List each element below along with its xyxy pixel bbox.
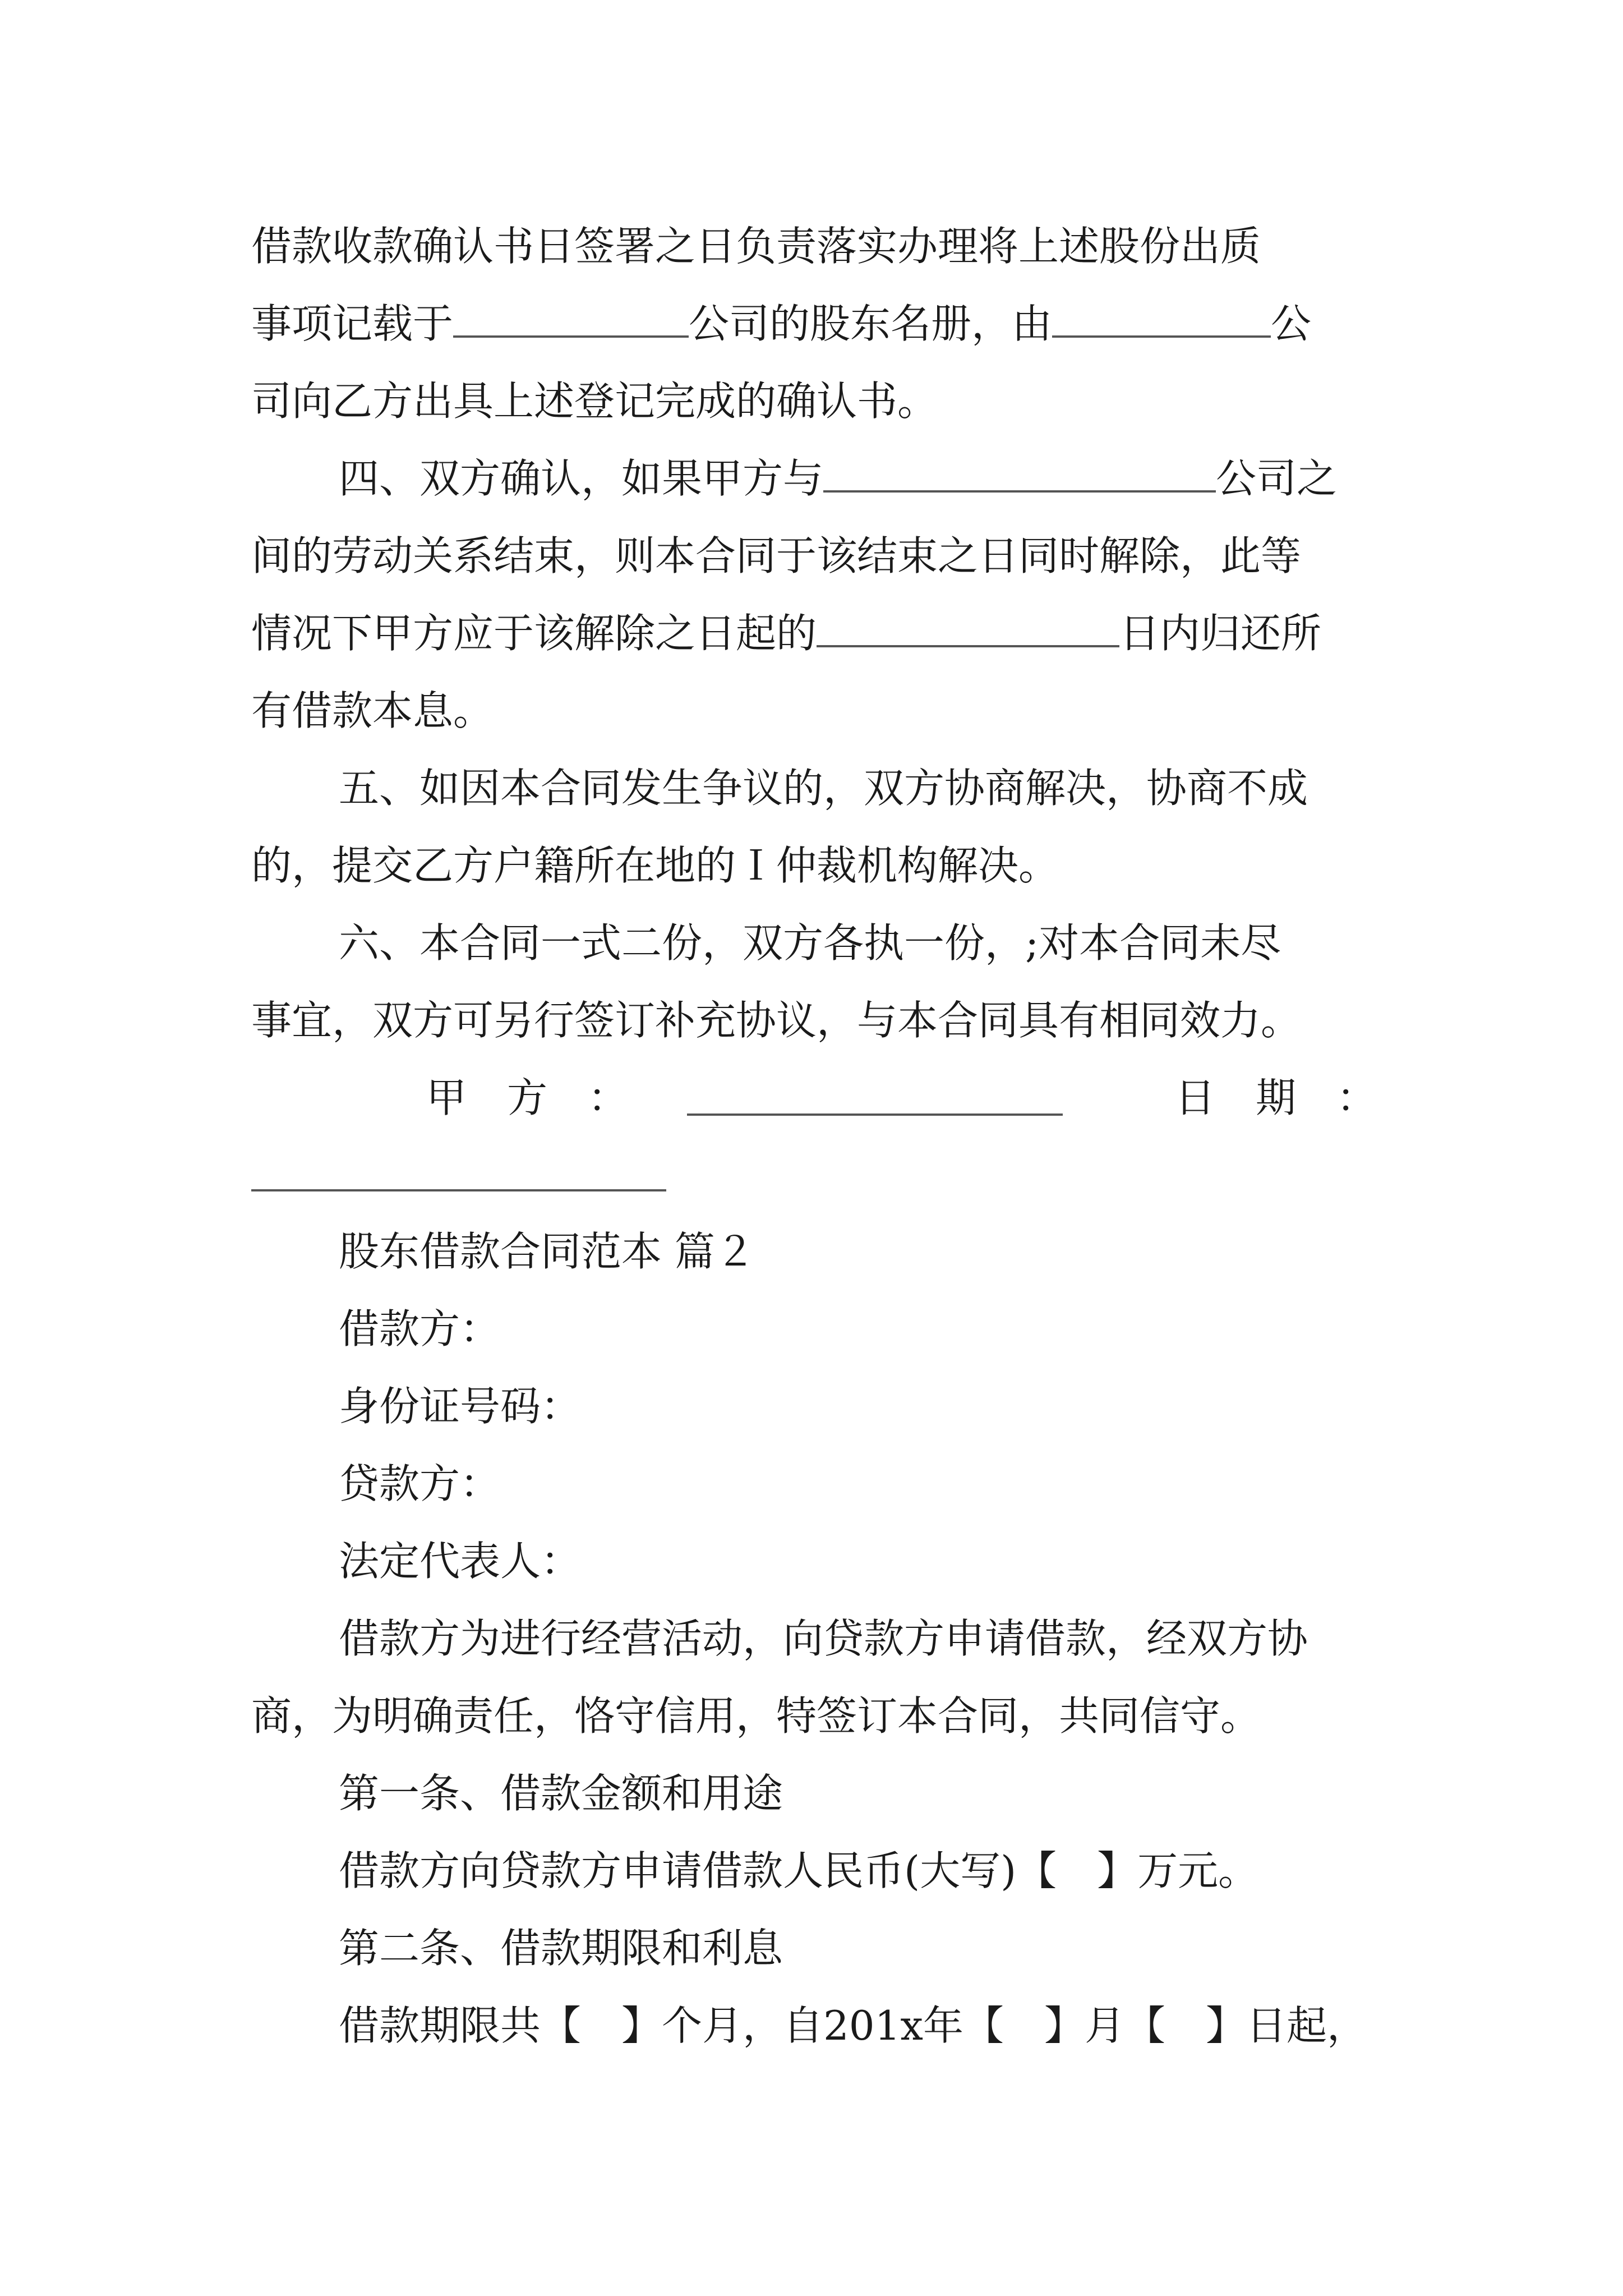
clause3-line1: 借款收款确认书日签署之日负责落实办理将上述股份出质	[251, 223, 1261, 270]
clause3-line2-part2: 公司的股东名册，由	[689, 300, 1053, 347]
clause4-line4: 有借款本息。	[251, 687, 494, 734]
date-label: 日 期 ：	[1175, 1074, 1377, 1121]
intro-line2: 商，为明确责任，恪守信用，特签订本合同，共同信守。	[251, 1692, 1261, 1740]
clause4-line3-part2: 日内归还所	[1119, 610, 1322, 657]
id-number-label: 身份证号码：	[339, 1383, 582, 1430]
clause5-line1: 五、如因本合同发生争议的，双方协商解决，协商不成	[339, 765, 1308, 812]
clause6-line2: 事宜，双方可另行签订补充协议，与本合同具有相同效力。	[251, 997, 1302, 1044]
clause5-line2: 的，提交乙方户籍所在地的Ｉ仲裁机构解决。	[251, 842, 1059, 889]
clause4-line1-part1: 四、双方确认，如果甲方与	[339, 455, 824, 502]
party-a-label: 甲 方 ：	[426, 1074, 629, 1121]
company-name-blank-3	[823, 454, 1216, 493]
section2-title: 股东借款合同范本 篇２	[339, 1228, 755, 1275]
borrower-label: 借款方：	[339, 1305, 501, 1352]
clause3-line2	[251, 285, 1311, 362]
company-name-blank-2	[1052, 300, 1271, 338]
article1-title: 第一条、借款金额和用途	[339, 1770, 783, 1817]
clause4-line1	[339, 440, 1337, 517]
clause4-line2: 间的劳动关系结束，则本合同于该结束之日同时解除，此等	[251, 532, 1302, 579]
date-signature-line	[251, 1189, 666, 1191]
article1-text: 借款方向贷款方申请借款人民币(大写)【 】万元。	[339, 1847, 1259, 1894]
clause6-line1: 六、本合同一式二份，双方各执一份，;对本合同未尽	[339, 919, 1281, 967]
clause4-line1-part2: 公司之	[1216, 455, 1338, 502]
company-name-blank-1	[453, 300, 689, 338]
clause3-line3: 司向乙方出具上述登记完成的确认书。	[251, 378, 938, 425]
party-a-signature-line	[687, 1114, 1063, 1116]
intro-line1: 借款方为进行经营活动，向贷款方申请借款，经双方协	[339, 1615, 1308, 1662]
legal-rep-label: 法定代表人：	[339, 1538, 582, 1585]
clause3-line2-part1: 事项记载于	[251, 300, 454, 347]
clause4-line3-part1: 情况下甲方应于该解除之日起的	[251, 610, 817, 657]
lender-label: 贷款方：	[339, 1460, 501, 1507]
article2-title: 第二条、借款期限和利息	[339, 1925, 783, 1972]
article2-text: 借款期限共【 】个月，自201x年【 】月【 】日起，	[339, 2002, 1368, 2049]
clause3-line2-part3: 公	[1271, 300, 1312, 347]
clause4-line3	[251, 595, 1321, 672]
days-blank	[817, 609, 1119, 647]
